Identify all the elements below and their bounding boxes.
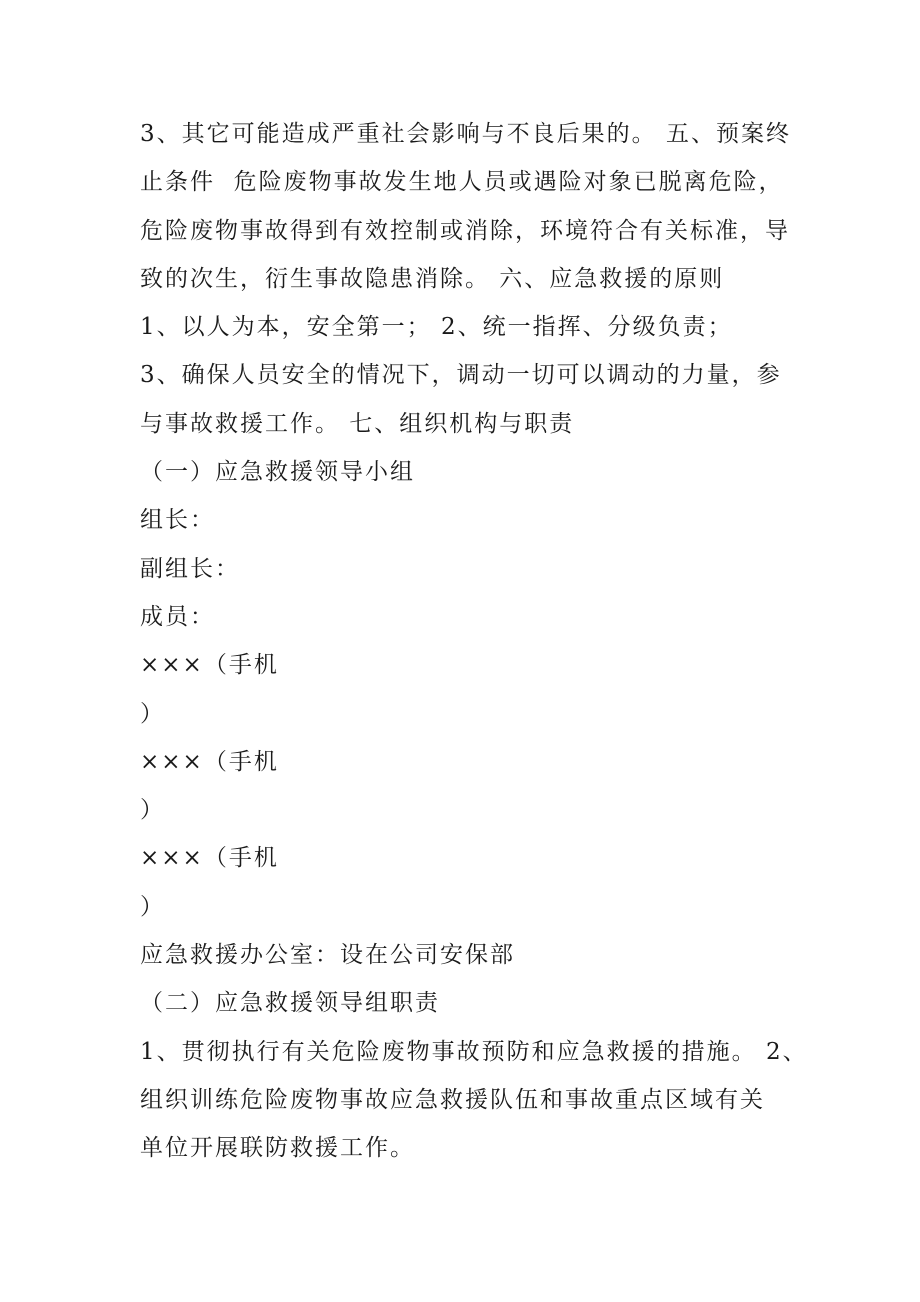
text-line: 组织训练危险废物事故应急救援队伍和事故重点区域有关 — [140, 1086, 765, 1113]
text-line: 单位开展联防救援工作。 — [140, 1135, 415, 1162]
text-line: 1、贯彻执行有关危险废物事故预防和应急救援的措施。 2、 — [140, 1038, 808, 1065]
member-line: ×××（手机 — [140, 748, 279, 775]
text-line: 成员： — [140, 603, 215, 630]
document-body — [140, 110, 808, 1173]
member-line: ×××（手机 — [140, 652, 279, 679]
text-line: 3、确保人员安全的情况下，调动一切可以调动的力量，参 — [140, 362, 782, 389]
text-line: 应急救援办公室：设在公司安保部 — [140, 942, 515, 969]
text-line: 与事故救援工作。 七、组织机构与职责 — [140, 410, 575, 437]
text-line: 3、其它可能造成严重社会影响与不良后果的。 五、预案终 — [140, 121, 791, 147]
text-line: 组长： — [140, 507, 215, 534]
member-line-close: ） — [140, 700, 165, 727]
member-line: ×××（手机 — [140, 845, 279, 872]
section-heading: （一）应急救援领导小组 — [140, 459, 415, 486]
member-line-close: ） — [140, 893, 165, 920]
text-line: 危险废物事故得到有效控制或消除，环境符合有关标准，导 — [140, 217, 790, 244]
text-line: 致的次生，衍生事故隐患消除。 六、应急救援的原则 — [140, 265, 725, 292]
text-line: 1、以人为本，安全第一； 2、统一指挥、分级负责； — [140, 314, 733, 341]
text-line: 副组长： — [140, 555, 240, 582]
member-line-close: ） — [140, 797, 165, 824]
section-heading: （二）应急救援领导组职责 — [140, 990, 440, 1017]
text-line: 止条件 危险废物事故发生地人员或遇险对象已脱离危险， — [140, 169, 784, 196]
